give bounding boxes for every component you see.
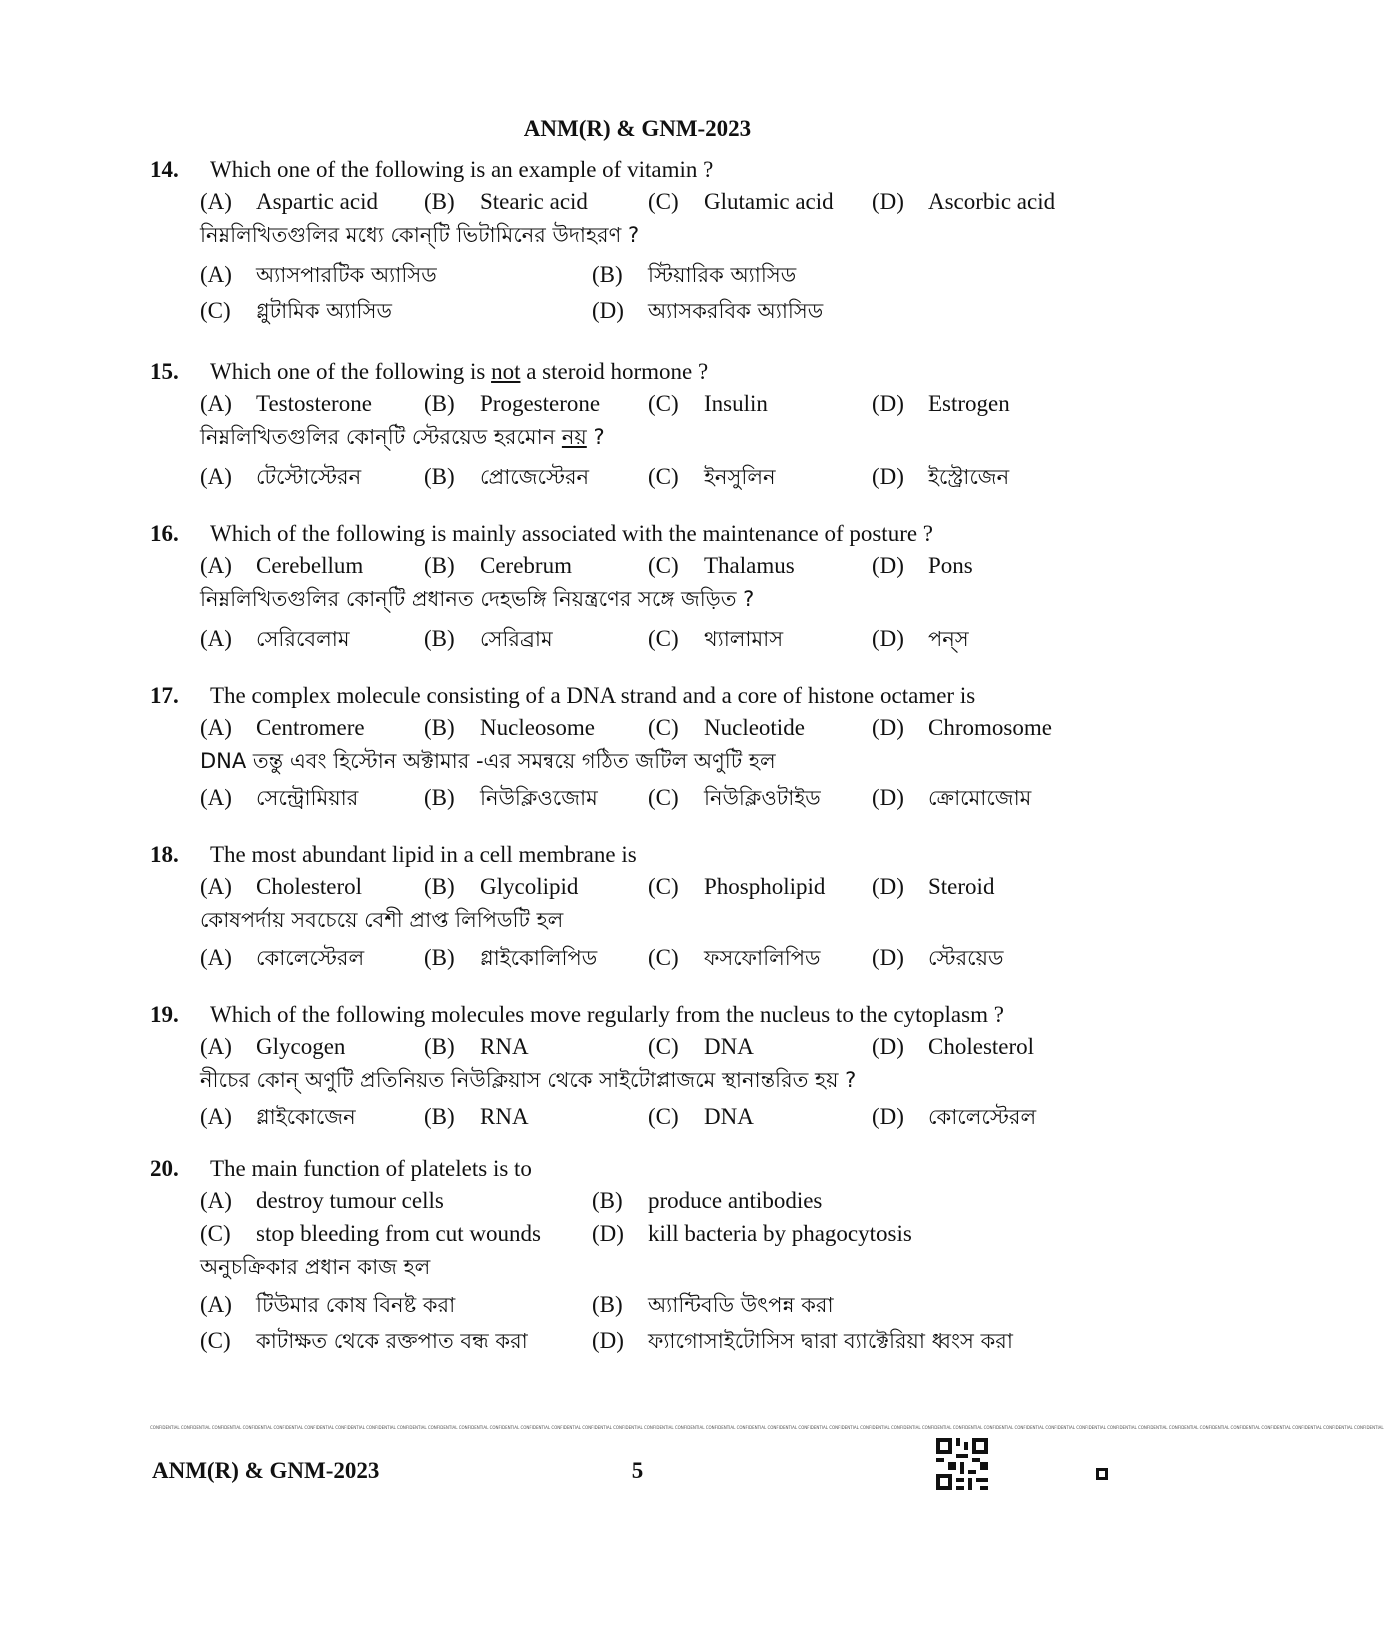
option-c-bn: (C) নিউক্লিওটাইড bbox=[648, 785, 821, 810]
confidential-microtext-strip: CONFIDENTIAL CONFIDENTIAL CONFIDENTIAL CONFIDENTIAL CONFIDENTIAL CONFIDENTIAL CONFIDENTIAL CONFIDENTIAL CONFIDENTIAL CONFIDENTIAL CONFIDENTIAL CONFIDENTIAL CONFIDENTIAL CONFIDENTIAL CONFIDENTIAL CONFIDENTIAL CONFIDENTIAL CONFIDENTIAL CONFIDENTIAL CONFIDENTIAL CONFIDENTIAL CONFIDENTIAL CONFIDENTIAL CONFIDENTIAL CONFIDENTIAL CONFIDENTIAL CONFIDENTIAL CONFIDENTIAL CONFIDENTIAL CONFIDENTIAL CONFIDENTIAL CONFIDENTIAL CONFIDENTIAL CONFIDENTIAL CONFIDENTIAL CONFIDENTIAL CONFIDENTIAL CONFIDENTIAL CONFIDENTIAL CONFIDENTIAL bbox=[150, 1425, 1384, 1430]
option-b-en: (B) produce antibodies bbox=[592, 1188, 823, 1213]
page-header-title: ANM(R) & GNM-2023 bbox=[523, 116, 752, 141]
option-a-bn: (A) গ্লাইকোজেন bbox=[200, 1104, 356, 1129]
option-d-en: (D) Cholesterol bbox=[872, 1034, 1035, 1059]
option-a-en: (A) Glycogen bbox=[200, 1034, 346, 1059]
question-number: 20. bbox=[150, 1156, 179, 1181]
option-b-bn: (B) RNA bbox=[424, 1104, 529, 1129]
option-a-bn: (A) কোলেস্টেরল bbox=[200, 945, 365, 970]
qr-code-icon bbox=[936, 1438, 988, 1490]
question-text-bn: নিম্নলিখিতগুলির কোন্‌টি স্টেরয়েড হরমোন নয় ? bbox=[200, 425, 605, 449]
question-number: 16. bbox=[150, 521, 179, 546]
option-d-en: (D) Ascorbic acid bbox=[872, 189, 1056, 214]
option-c-bn: (C) ফসফোলিপিড bbox=[648, 945, 821, 970]
option-b-en: (B) Stearic acid bbox=[424, 189, 588, 214]
question-number: 15. bbox=[150, 359, 179, 384]
option-d-bn: (D) পন্‌স bbox=[872, 626, 969, 651]
option-d-en: (D) kill bacteria by phagocytosis bbox=[592, 1221, 912, 1246]
option-c-bn: (C) ইনসুলিন bbox=[648, 464, 776, 489]
option-d-bn: (D) অ্যাসকরবিক অ্যাসিড bbox=[592, 298, 824, 323]
option-a-en: (A) Aspartic acid bbox=[200, 189, 378, 214]
question-text-en: Which of the following molecules move regularly from the nucleus to the cytoplasm ? bbox=[210, 1002, 1004, 1027]
question-text-en: Which of the following is mainly associated with the maintenance of posture ? bbox=[210, 521, 934, 546]
question-text-en: The complex molecule consisting of a DNA strand and a core of histone octamer is bbox=[210, 683, 976, 708]
option-a-en: (A) Cerebellum bbox=[200, 553, 364, 578]
question-text-en: Which one of the following is not a steroid hormone ? bbox=[210, 359, 709, 384]
option-c-en: (C) stop bleeding from cut wounds bbox=[200, 1221, 541, 1246]
option-c-bn: (C) গ্লুটামিক অ্যাসিড bbox=[200, 298, 392, 323]
page-number: 5 bbox=[631, 1458, 644, 1483]
option-c-bn: (C) DNA bbox=[648, 1104, 754, 1129]
option-b-bn: (B) নিউক্লিওজোম bbox=[424, 785, 598, 810]
option-d-en: (D) Chromosome bbox=[872, 715, 1052, 740]
option-b-en: (B) Nucleosome bbox=[424, 715, 595, 740]
question-text-bn: নিম্নলিখিতগুলির কোন্‌টি প্রধানত দেহভঙ্গি নিয়ন্ত্রণের সঙ্গে জড়িত ? bbox=[200, 587, 755, 611]
option-b-en: (B) Progesterone bbox=[424, 391, 601, 416]
option-a-en: (A) Testosterone bbox=[200, 391, 372, 416]
option-d-bn: (D) স্টেরয়েড bbox=[872, 945, 1004, 970]
question-text-en: The main function of platelets is to bbox=[210, 1156, 532, 1181]
question-text-en: Which one of the following is an example of vitamin ? bbox=[210, 157, 714, 182]
option-a-en: (A) Centromere bbox=[200, 715, 365, 740]
option-a-bn: (A) সেরিবেলাম bbox=[200, 626, 350, 651]
question-number: 18. bbox=[150, 842, 179, 867]
option-d-bn: (D) ক্রোমোজোম bbox=[872, 785, 1032, 810]
question-text-en: The most abundant lipid in a cell membrane is bbox=[210, 842, 637, 867]
option-d-bn: (D) কোলেস্টেরল bbox=[872, 1104, 1037, 1129]
square-marker-icon bbox=[1096, 1468, 1108, 1480]
option-a-bn: (A) টিউমার কোষ বিনষ্ট করা bbox=[200, 1292, 456, 1317]
option-b-en: (B) Cerebrum bbox=[424, 553, 572, 578]
option-a-bn: (A) অ্যাসপারটিক অ্যাসিড bbox=[200, 262, 437, 287]
option-c-en: (C) DNA bbox=[648, 1034, 754, 1059]
option-d-bn: (D) ইস্ট্রোজেন bbox=[872, 464, 1010, 489]
option-c-en: (C) Thalamus bbox=[648, 553, 795, 578]
option-b-bn: (B) সেরিব্রাম bbox=[424, 626, 553, 651]
footer-exam-title: ANM(R) & GNM-2023 bbox=[152, 1458, 380, 1483]
option-a-bn: (A) টেস্টোস্টেরন bbox=[200, 464, 362, 489]
option-d-bn: (D) ফ্যাগোসাইটোসিস দ্বারা ব্যাক্টেরিয়া ধ্বংস করা bbox=[592, 1328, 1013, 1353]
option-d-en: (D) Steroid bbox=[872, 874, 995, 899]
option-a-en: (A) destroy tumour cells bbox=[200, 1188, 444, 1213]
question-text-bn: কোষপর্দায় সবচেয়ে বেশী প্রাপ্ত লিপিডটি হল bbox=[200, 908, 564, 932]
question-text-bn: নিম্নলিখিতগুলির মধ্যে কোন্‌টি ভিটামিনের উদাহরণ ? bbox=[200, 223, 640, 247]
option-b-en: (B) Glycolipid bbox=[424, 874, 579, 899]
option-b-bn: (B) স্টিয়ারিক অ্যাসিড bbox=[592, 262, 797, 287]
question-number: 14. bbox=[150, 157, 179, 182]
option-d-en: (D) Pons bbox=[872, 553, 973, 578]
option-d-en: (D) Estrogen bbox=[872, 391, 1010, 416]
option-c-en: (C) Phospholipid bbox=[648, 874, 826, 899]
option-b-en: (B) RNA bbox=[424, 1034, 529, 1059]
option-c-en: (C) Insulin bbox=[648, 391, 768, 416]
option-b-bn: (B) গ্লাইকোলিপিড bbox=[424, 945, 598, 970]
question-number: 17. bbox=[150, 683, 179, 708]
option-b-bn: (B) অ্যান্টিবডি উৎপন্ন করা bbox=[592, 1292, 834, 1317]
option-c-bn: (C) কাটাক্ষত থেকে রক্তপাত বন্ধ করা bbox=[200, 1328, 528, 1353]
question-text-bn: অনুচক্রিকার প্রধান কাজ হল bbox=[200, 1255, 431, 1279]
question-number: 19. bbox=[150, 1002, 179, 1027]
option-a-bn: (A) সেন্ট্রোমিয়ার bbox=[200, 785, 359, 810]
question-text-bn: নীচের কোন্ অণুটি প্রতিনিয়ত নিউক্লিয়াস থেকে সাইটোপ্লাজমে স্থানান্তরিত হয় ? bbox=[200, 1068, 857, 1092]
option-c-en: (C) Glutamic acid bbox=[648, 189, 834, 214]
option-c-en: (C) Nucleotide bbox=[648, 715, 805, 740]
question-text-bn: DNA তন্তু এবং হিস্টোন অক্টামার -এর সমন্বয়ে গঠিত জটিল অণুটি হল bbox=[200, 749, 776, 773]
option-a-en: (A) Cholesterol bbox=[200, 874, 363, 899]
option-c-bn: (C) থ্যালামাস bbox=[648, 626, 784, 651]
option-b-bn: (B) প্রোজেস্টেরন bbox=[424, 464, 590, 489]
